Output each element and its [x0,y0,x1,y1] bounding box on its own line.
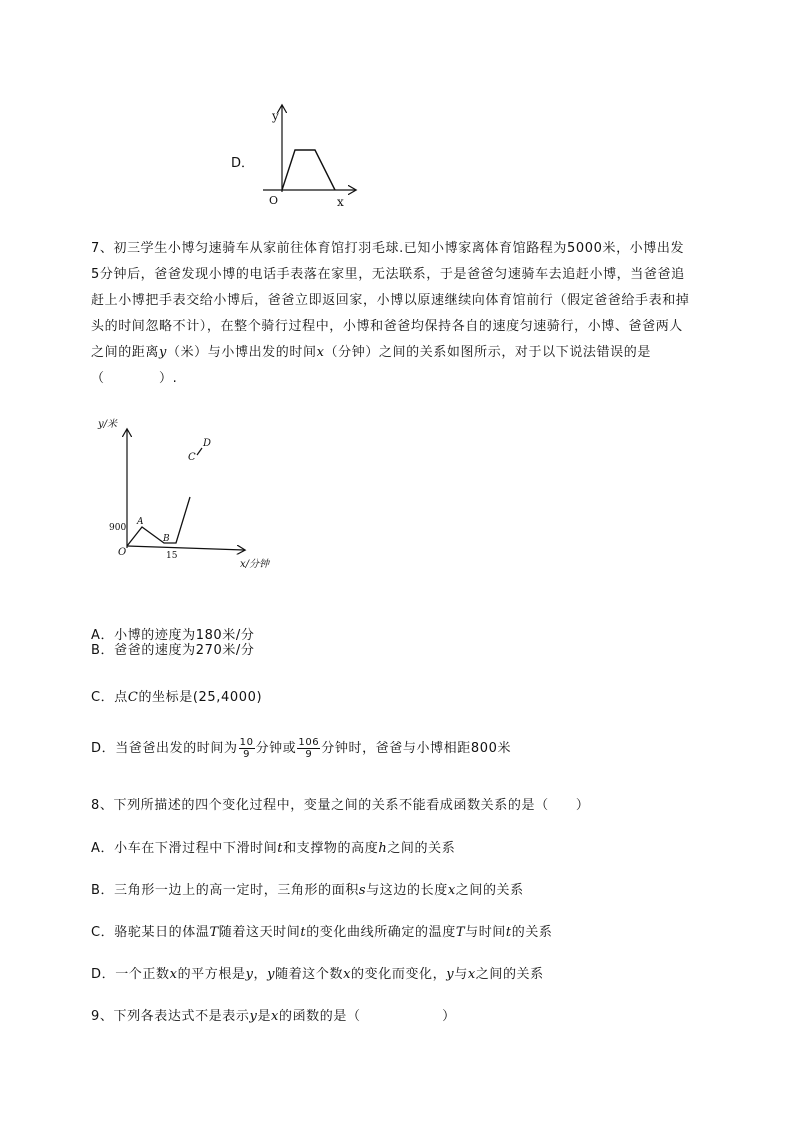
q7-line-3: 赶上小博把手表交给小博后，爸爸立即返回家，小博以原速继续向体育馆前行（假定爸爸给手表和掉 [91,293,690,308]
q7-option-d: D．当爸爸出发的时间为 $\frac{10}{9}$ 分钟或 $\frac{106}{9}$ 分钟时，爸爸与小博相距800米 [91,737,512,760]
q8-option-b: B．三角形一边上的高一定时，三角形的面积s与这边的长度x之间的关系 [91,883,524,898]
q7-origin: O [118,547,127,558]
q7-x-label: x/分钟 [240,559,270,570]
q7-option-b: B．爸爸的速度为270米/分 [91,643,255,658]
q7-point-d: D [203,438,212,449]
q7-line-5: 之间的距离y（米）与小博出发的时间x（分钟）之间的关系如图所示，对于以下说法错误的是 [91,345,651,360]
graph-d [255,100,365,212]
q7-y-label: y/米 [98,419,118,430]
q8-option-a: A．小车在下滑过程中下滑时间t和支撑物的高度h之间的关系 [91,841,456,856]
q7-line-1: 7、初三学生小博匀速骑车从家前往体育馆打羽毛球.已知小博家离体育馆路程为5000米，小博出发 [91,241,685,256]
q7-point-a: A [137,517,144,527]
q7-point-b: B [163,534,170,544]
q7-segment-cd [197,448,202,455]
question-7 [91,236,711,392]
question-9-stem: 9、下列各表达式不是表示y是x的函数的是（ ） [91,1009,456,1024]
q7-line-6: （ ）. [91,371,178,386]
question-8-stem: 8、下列所描述的四个变化过程中，变量之间的关系不能看成函数关系的是（ ） [91,798,590,813]
q8-option-d: D．一个正数x的平方根是y，y随着这个数x的变化而变化，y与x之间的关系 [91,967,544,982]
q7-line-2: 5分钟后，爸爸发现小博的电话手表落在家里，无法联系，于是爸爸匀速骑车去追赶小博，当爸爸追 [91,267,685,282]
q7-option-a: A．小博的迹度为180米/分 [91,628,255,643]
fraction-10-9: $\frac{10}{9}$ [239,737,254,760]
q7-x-axis [127,546,244,550]
graph-d-curve [282,150,335,190]
q7-line-4: 头的时间忽略不计），在整个骑行过程中，小博和爸爸均保持各自的速度匀速骑行，小博、爸爸两人 [91,319,683,334]
q7-point-c: C [188,452,196,463]
fraction-106-9: $\frac{106}{9}$ [298,737,320,760]
q7-option-c: C．点C的坐标是(25,4000) [91,690,263,705]
graph-d-y-label: y [272,109,279,123]
graph-d-x-label: x [337,195,344,209]
q7-tick-900: 900 [109,523,127,533]
q8-option-c: C．骆驼某日的体温T随着这天时间t的变化曲线所确定的温度T与时间t的关系 [91,925,553,940]
q7-graph [96,410,286,575]
graph-d-origin-label: O [269,194,279,207]
option-d-label: D． [231,156,255,171]
q7-tick-15: 15 [166,551,178,561]
